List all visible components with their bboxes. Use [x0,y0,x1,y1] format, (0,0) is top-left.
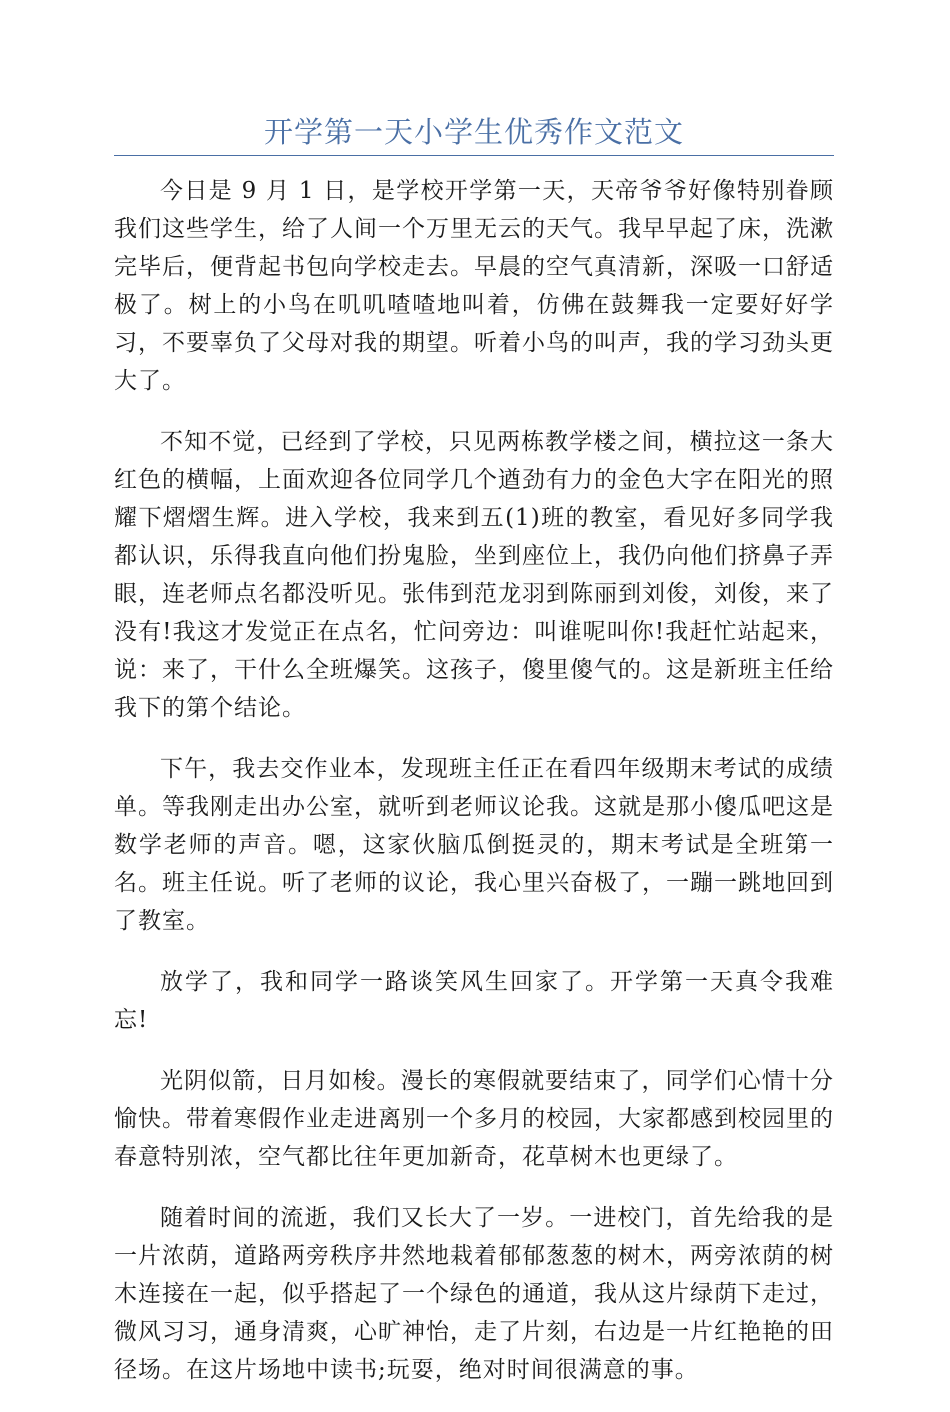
paragraph-3: 下午，我去交作业本，发现班主任正在看四年级期末考试的成绩单。等我刚走出办公室，就听到老师议论我。这就是那小傻瓜吧这是数学老师的声音。嗯，这家伙脑瓜倒挺灵的，期末考试是全班第一名。班主任说。听了老师的议论，我心里兴奋极了，一蹦一跳地回到了教室。 [114,756,834,934]
document-title: 开学第一天小学生优秀作文范文 [263,115,684,149]
paragraph-4: 放学了，我和同学一路谈笑风生回家了。开学第一天真令我难忘! [114,969,834,1033]
title-underline [114,155,834,156]
paragraph-5: 光阴似箭，日月如梭。漫长的寒假就要结束了，同学们心情十分愉快。带着寒假作业走进离别一个多月的校园，大家都感到校园里的春意特别浓，空气都比往年更加新奇，花草树木也更绿了。 [114,1068,834,1170]
paragraph-1: 今日是 9 月 1 日，是学校开学第一天，天帝爷爷好像特别眷顾我们这些学生，给了人间一个万里无云的天气。我早早起了床，洗漱完毕后，便背起书包向学校走去。早晨的空气真清新，深吸一口舒适极了。树上的小鸟在叽叽喳喳地叫着，仿佛在鼓舞我一定要好好学习，不要辜负了父母对我的期望。听着小鸟的叫声，我的学习劲头更大了。 [114,178,834,394]
paragraph-2: 不知不觉，已经到了学校，只见两栋教学楼之间，横拉这一条大红色的横幅，上面欢迎各位同学几个遒劲有力的金色大字在阳光的照耀下熠熠生辉。进入学校，我来到五(1)班的教室，看见好多同学我都认识，乐得我直向他们扮鬼脸，坐到座位上，我仍向他们挤鼻子弄眼，连老师点名都没听见。张伟到范龙羽到陈丽到刘俊，刘俊，来了没有!我这才发觉正在点名，忙问旁边：叫谁呢叫你!我赶忙站起来，说：来了，干什么全班爆笑。这孩子，傻里傻气的。这是新班主任给我下的第个结论。 [114,429,834,721]
paragraph-6: 随着时间的流逝，我们又长大了一岁。一进校门，首先给我的是一片浓荫，道路两旁秩序井然地栽着郁郁葱葱的树木，两旁浓荫的树木连接在一起，似乎搭起了一个绿色的通道，我从这片绿荫下走过，微风习习，通身清爽，心旷神怡，走了片刻，右边是一片红艳艳的田径场。在这片场地中读书;玩耍，绝对时间很满意的事。 [114,1205,834,1383]
document-body [114,172,834,1412]
